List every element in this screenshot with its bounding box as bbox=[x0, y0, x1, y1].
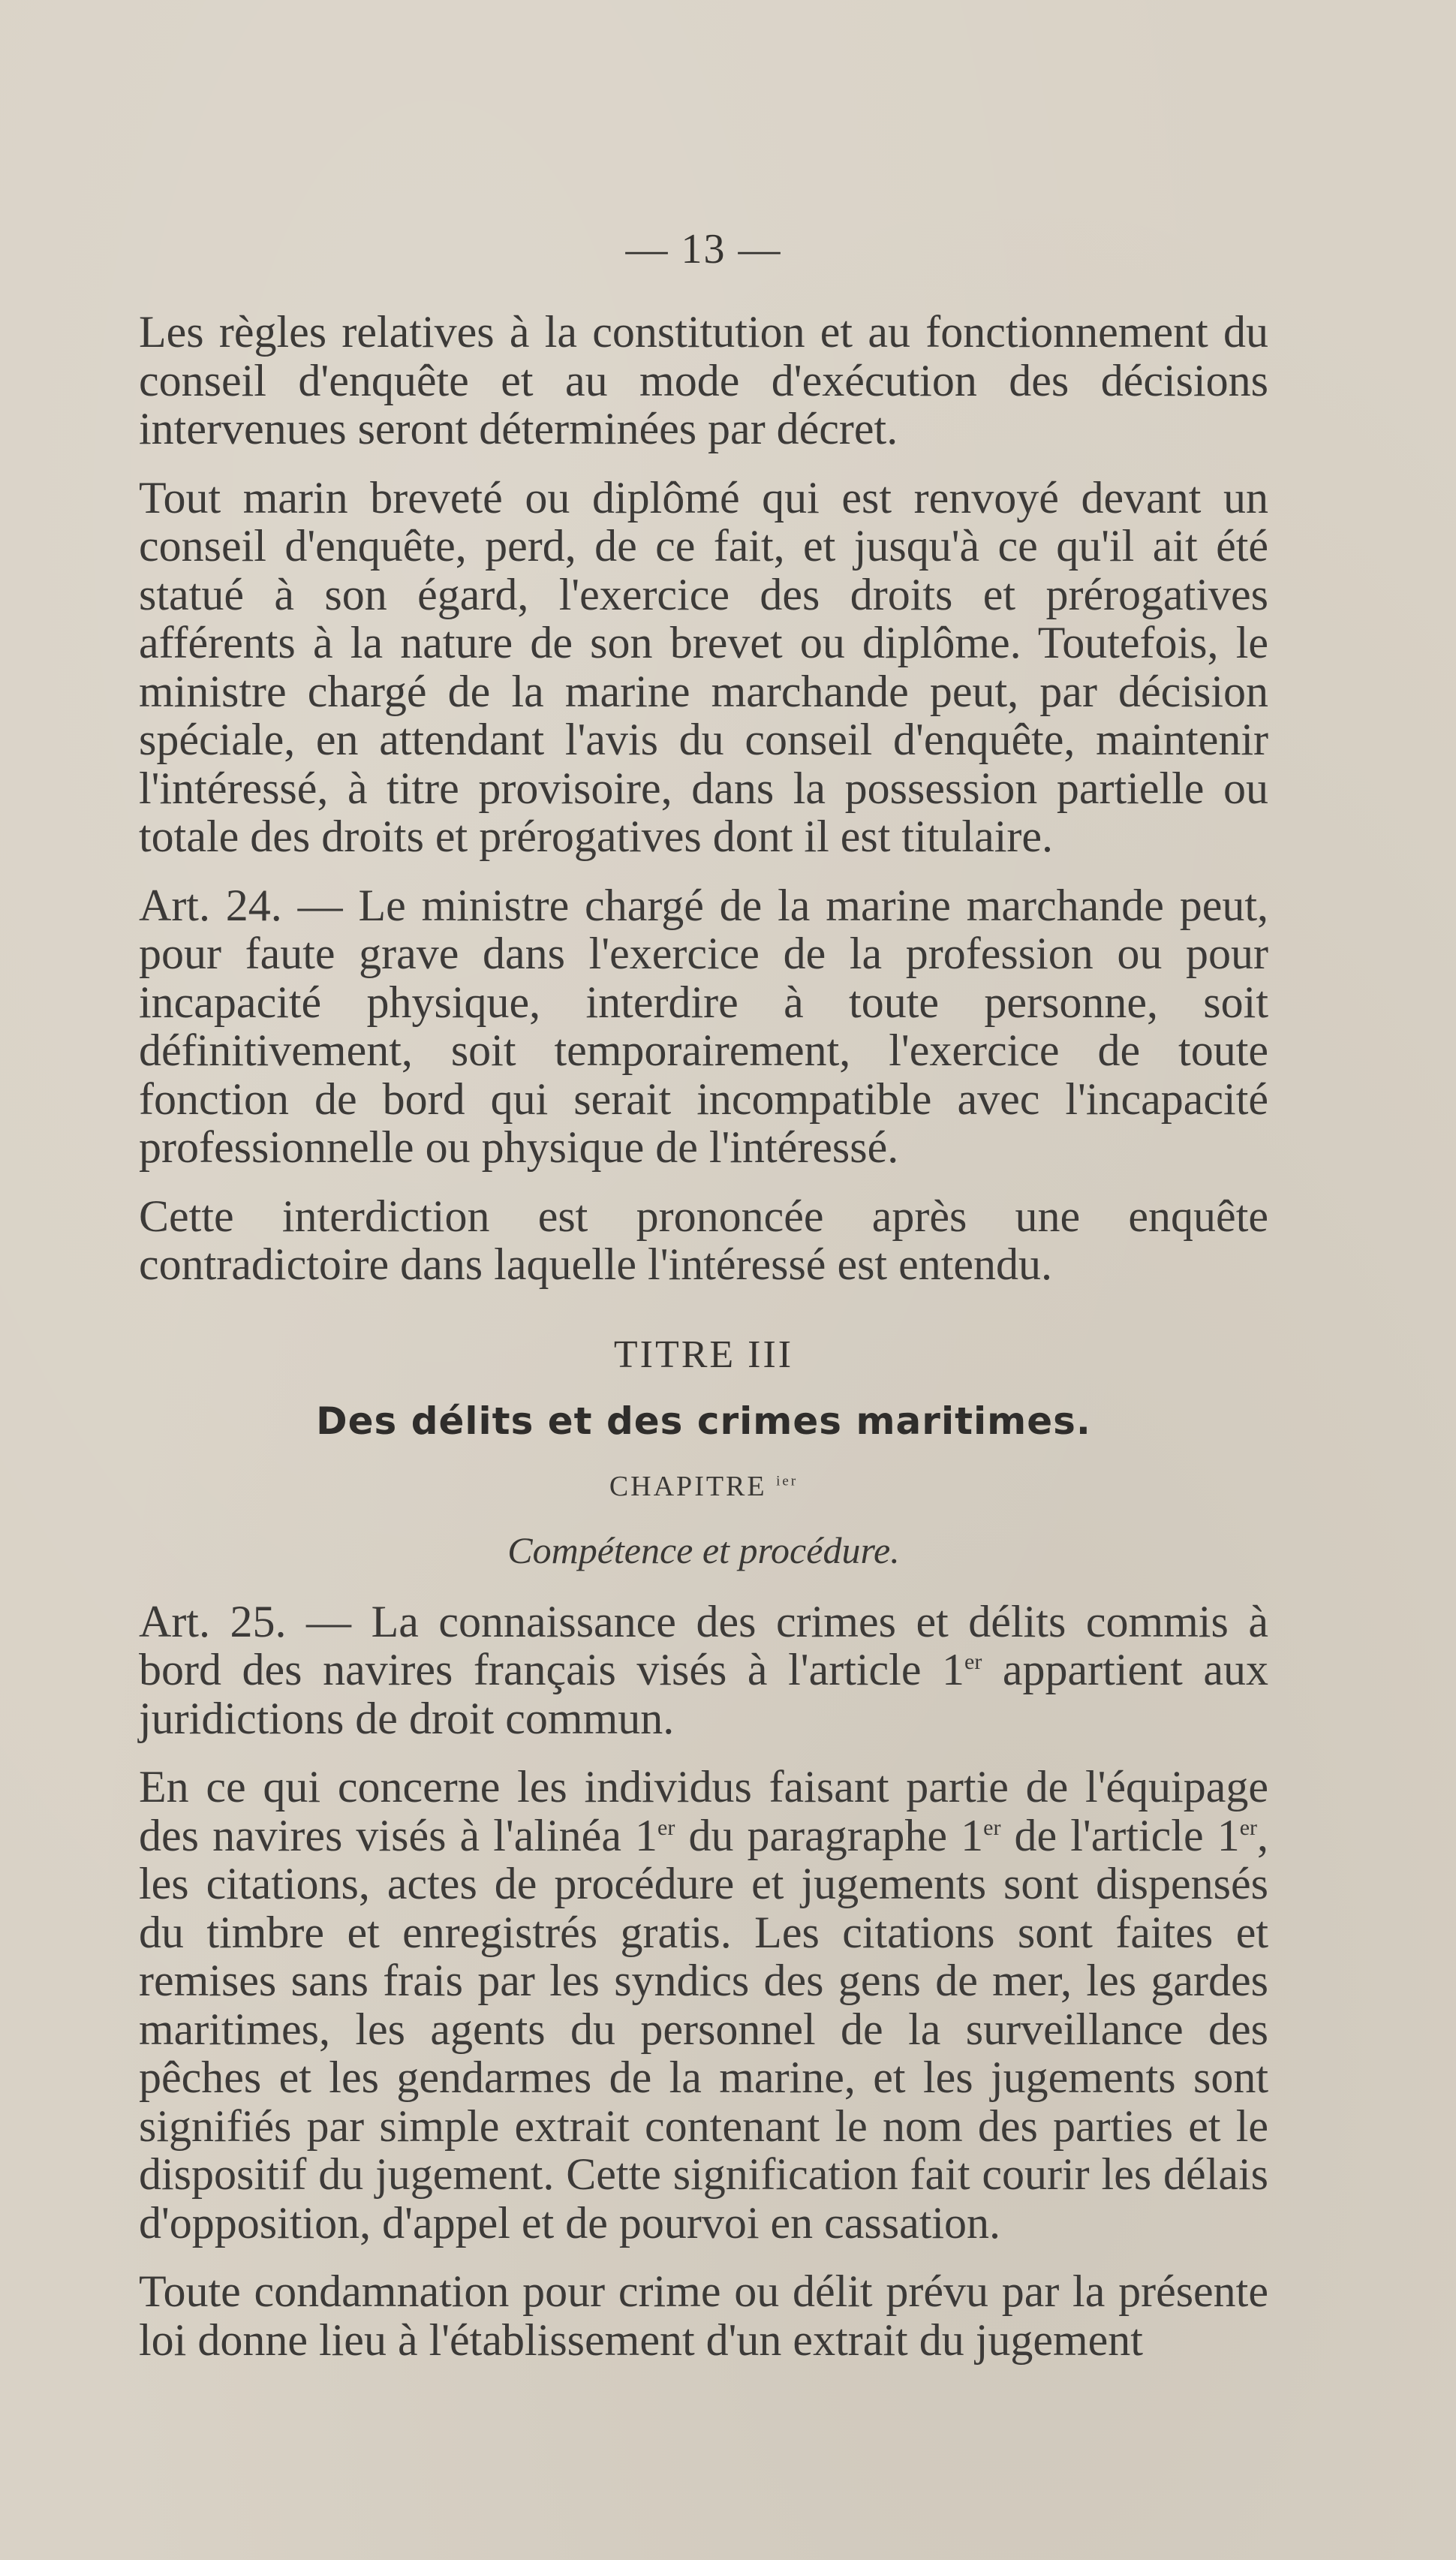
equipage-sup2: er bbox=[983, 1815, 1001, 1840]
equipage-sup3: er bbox=[1239, 1815, 1258, 1840]
paragraph-equipage bbox=[139, 1763, 1268, 2247]
equipage-part2: du paragraphe 1 bbox=[675, 1810, 984, 1860]
page-number: — 13 — bbox=[625, 226, 782, 273]
chapitre-label bbox=[139, 1470, 1268, 1503]
equipage-part4: , les citations, actes de procédure et jugements sont dispensés du timbre et enregistrés gratis. Les citations sont faites et remises sans frais par les syndics des gens de mer, les gardes maritimes, les agents du personnel de la surveillance des pêches et les gendarmes de la marine, et les jugements sont signifiés par simple extrait contenant le nom des parties et le dispositif du jugement. Cette signification fait courir les délais d'opposition, d'appel et de pourvoi en cassation. bbox=[139, 1810, 1269, 2248]
titre-heading: Des délits et des crimes maritimes. bbox=[316, 1399, 1091, 1443]
paragraph-article-24: Art. 24. — Le ministre chargé de la marine marchande peut, pour faute grave dans l'exercice de la profession ou pour incapacité physique, interdire à toute personne, soit définitivement, soit temporairement, l'exercice de toute fonction de bord qui serait incompatible avec l'incapacité professionnelle ou physique de l'intéressé. bbox=[139, 880, 1268, 1172]
titre-label: TITRE III bbox=[613, 1333, 794, 1376]
paragraph-condamnation: Toute condamnation pour crime ou délit prévu par la présente loi donne lieu à l'établissement d'un extrait du jugement bbox=[139, 2266, 1268, 2365]
equipage-part1: En ce qui concerne les individus faisant partie de l'équipage des navires visés à l'alinéa 1 bbox=[139, 1762, 1268, 1860]
paragraph-article-25 bbox=[139, 1598, 1268, 1743]
art25-pre: Art. 25. — La connaissance des crimes et délits commis à bord des navires français visés à l'article 1 bbox=[139, 1596, 1268, 1694]
paragraph-marin-brevete: Tout marin breveté ou diplômé qui est renvoyé devant un conseil d'enquête, perd, de ce fait, et jusqu'à ce qu'il ait été statué à son égard, l'exercice des droits et prérogatives afférents à la nature de son brevet ou diplôme. Toutefois, le ministre chargé de la marine marchande peut, par décision spéciale, en attendant l'avis du conseil d'enquête, maintenir l'intéressé, à titre provisoire, dans la possession partielle ou totale des droits et prérogatives dont il est titulaire. bbox=[139, 472, 1268, 861]
equipage-sup1: er bbox=[657, 1815, 675, 1840]
art25-sup: er bbox=[964, 1649, 982, 1674]
chapitre-text: CHAPITRE bbox=[609, 1470, 767, 1502]
section-subheading: Compétence et procédure. bbox=[507, 1528, 900, 1571]
paragraph-interdiction: Cette interdiction est prononcée après une enquête contradictoire dans laquelle l'intéressé est entendu. bbox=[139, 1191, 1268, 1289]
chapitre-sup: ier bbox=[776, 1472, 799, 1489]
art25-post: appartient aux juridictions de droit commun. bbox=[139, 1645, 1269, 1743]
equipage-part3: de l'article 1 bbox=[1000, 1810, 1240, 1860]
paragraph-conseil-regles: Les règles relatives à la constitution et au fonctionnement du conseil d'enquête et au mode d'exécution des décisions intervenues seront déterminées par décret. bbox=[139, 307, 1268, 453]
document-page bbox=[139, 225, 1268, 2384]
